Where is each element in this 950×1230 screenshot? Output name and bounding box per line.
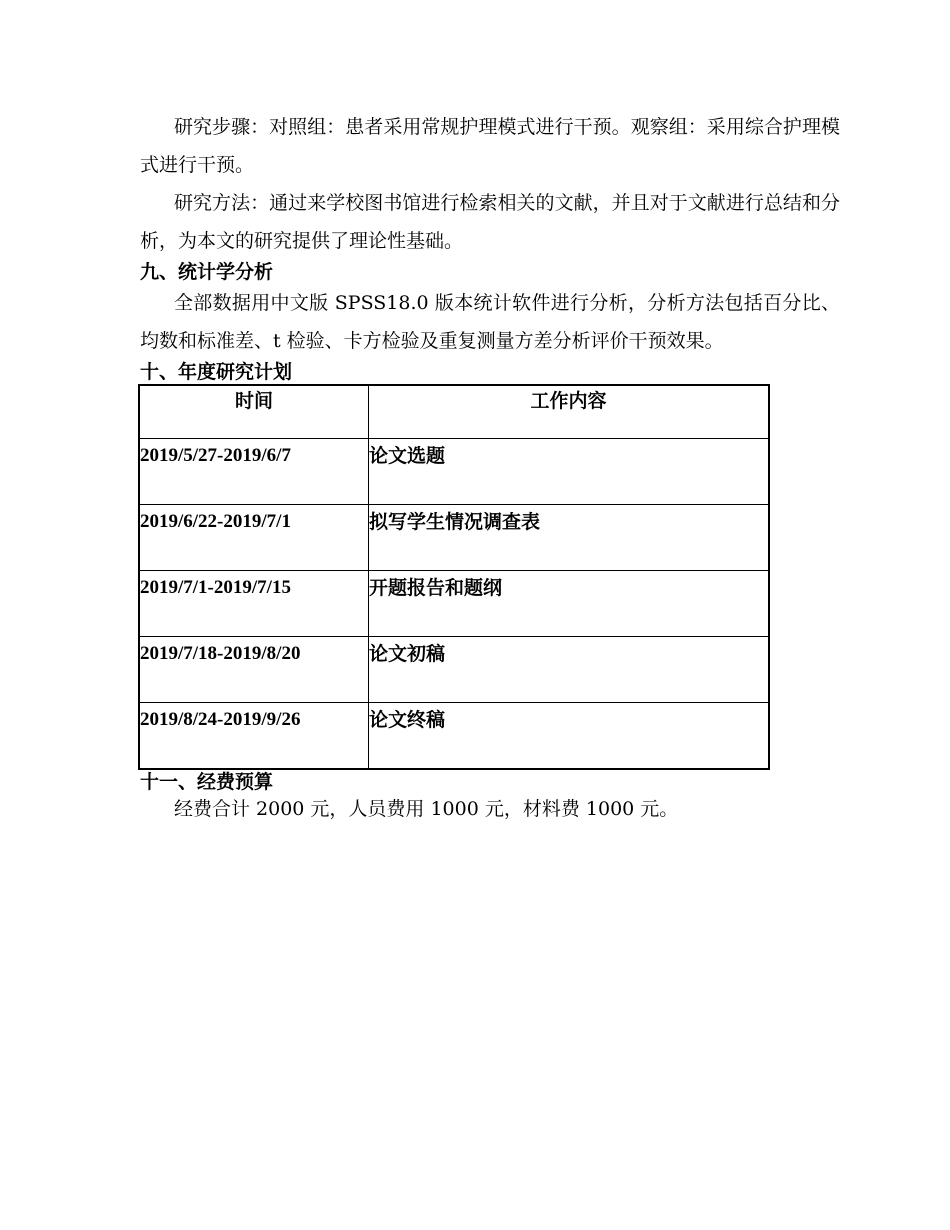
table-row <box>139 439 769 505</box>
annual-plan-table <box>138 384 770 770</box>
table-cell-content: 论文终稿 <box>369 703 770 770</box>
table-header-row <box>139 385 769 439</box>
research-methods-paragraph: 研究方法：通过来学校图书馆进行检索相关的文献，并且对于文献进行总结和分析，为本文的研究提供了理论性基础。 <box>140 192 840 252</box>
table-cell-content: 开题报告和题纲 <box>369 571 770 637</box>
table-row <box>139 505 769 571</box>
budget-paragraph: 经费合计 2000 元，人员费用 1000 元，材料费 1000 元。 <box>174 798 679 820</box>
section-heading-statistics: 九、统计学分析 <box>140 261 274 283</box>
table-cell-date: 2019/7/18-2019/8/20 <box>139 637 369 703</box>
table-cell-content: 论文初稿 <box>369 637 770 703</box>
statistics-paragraph: 全部数据用中文版 SPSS18.0 版本统计软件进行分析，分析方法包括百分比、均数和标准差、t 检验、卡方检验及重复测量方差分析评价干预效果。 <box>140 292 840 352</box>
table-cell-date: 2019/5/27-2019/6/7 <box>139 439 369 505</box>
table-row <box>139 637 769 703</box>
table-cell-date: 2019/7/1-2019/7/15 <box>139 571 369 637</box>
column-header-time: 时间 <box>139 385 369 439</box>
research-steps-paragraph: 研究步骤：对照组：患者采用常规护理模式进行干预。观察组：采用综合护理模式进行干预。 <box>140 116 840 176</box>
document-page <box>140 108 840 824</box>
column-header-work-content: 工作内容 <box>369 385 770 439</box>
table-row <box>139 571 769 637</box>
section-heading-annual-plan: 十、年度研究计划 <box>140 361 293 383</box>
table-cell-content: 拟写学生情况调查表 <box>369 505 770 571</box>
table-cell-content: 论文选题 <box>369 439 770 505</box>
table-cell-date: 2019/8/24-2019/9/26 <box>139 703 369 770</box>
section-heading-budget: 十一、经费预算 <box>140 771 274 793</box>
table-row <box>139 703 769 770</box>
table-cell-date: 2019/6/22-2019/7/1 <box>139 505 369 571</box>
